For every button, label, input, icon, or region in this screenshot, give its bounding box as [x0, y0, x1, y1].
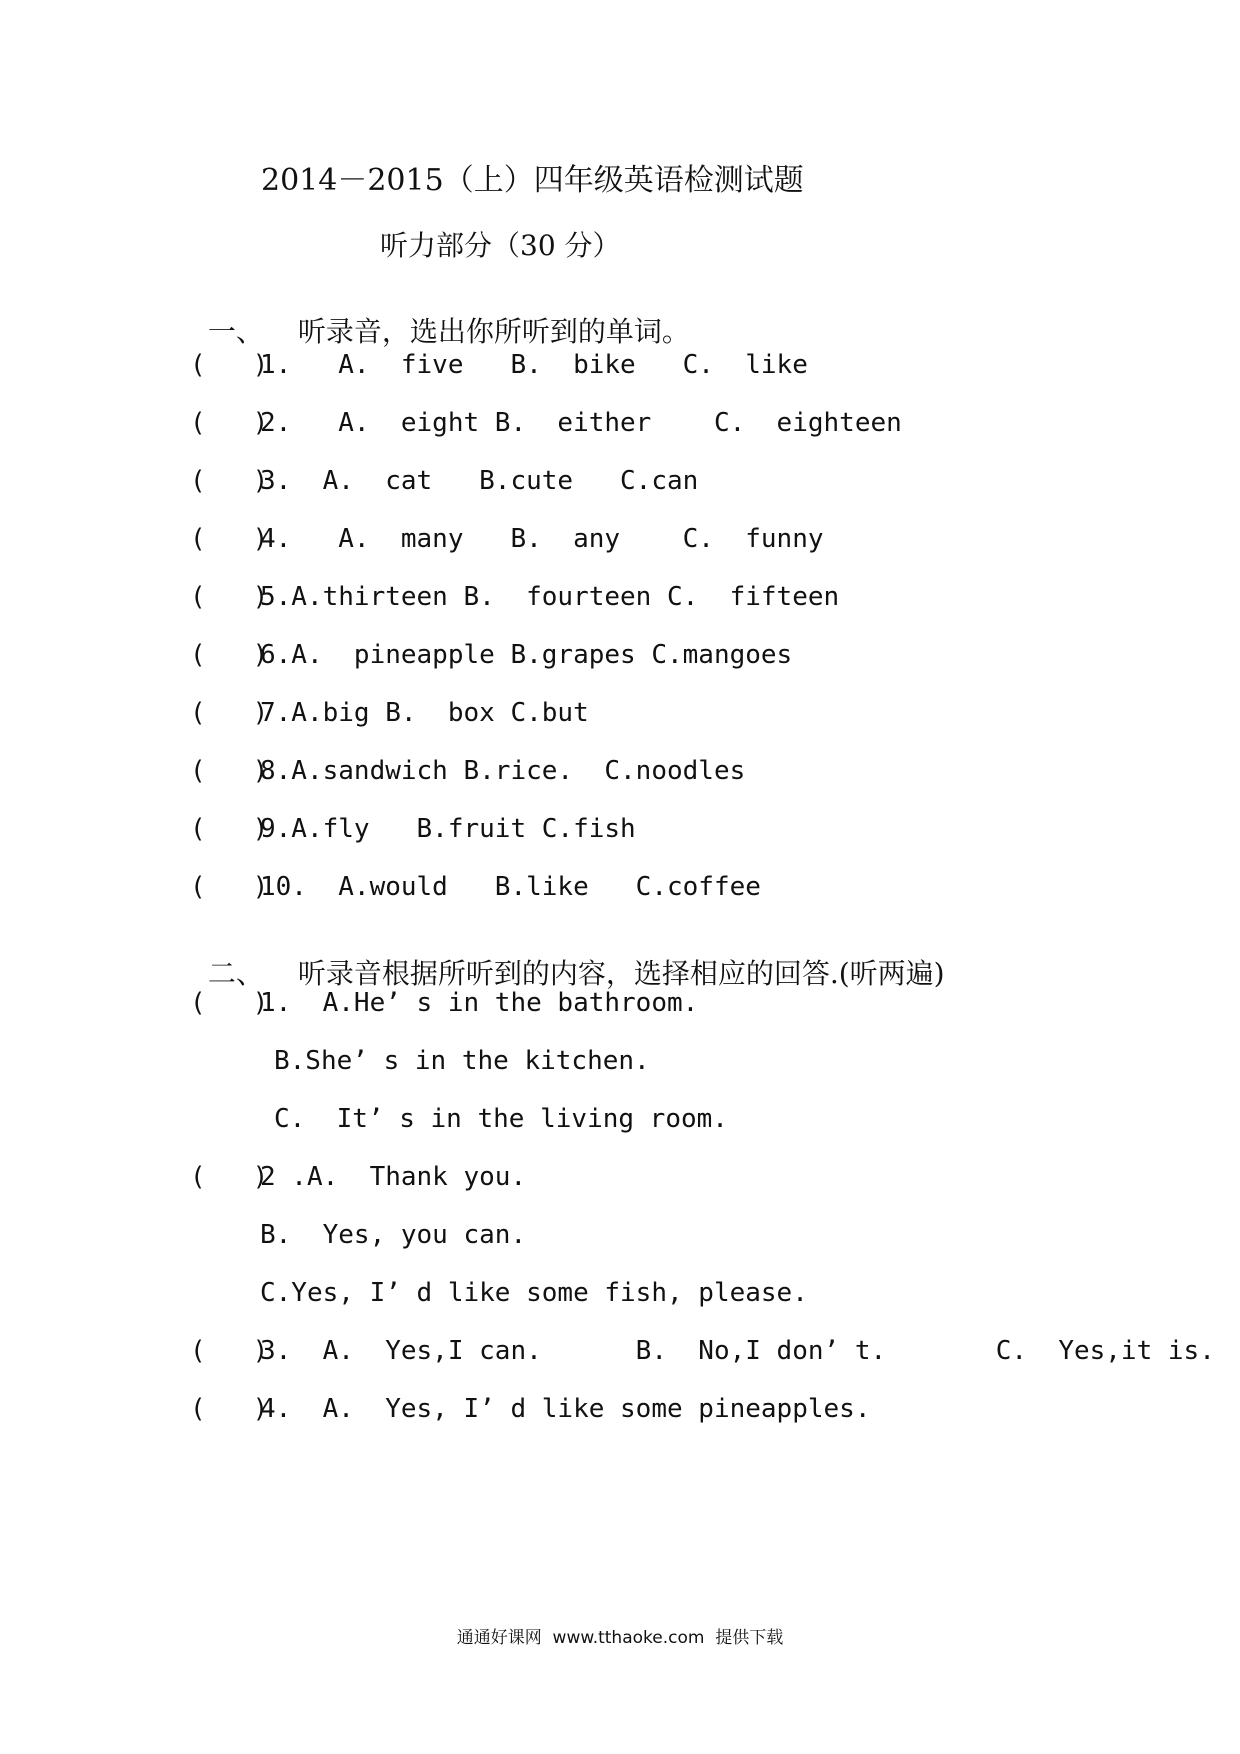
question-row	[190, 758, 745, 784]
question-row	[190, 700, 589, 726]
question-text: 1. A. five B. bike C. like	[260, 350, 808, 380]
answer-blank[interactable]: ( )	[190, 350, 269, 380]
answer-option: C. It’ s in the living room.	[274, 1104, 728, 1134]
question-text: 5.A.thirteen B. fourteen C. fifteen	[260, 582, 840, 612]
question-text: 2 .A. Thank you.	[260, 1162, 527, 1192]
question-row	[190, 990, 698, 1016]
question-row	[190, 816, 636, 842]
question-row	[190, 526, 824, 552]
section-two-number: 二、	[207, 957, 264, 990]
answer-blank[interactable]: ( )	[190, 872, 269, 902]
answer-blank[interactable]: ( )	[190, 524, 269, 554]
section-subtitle: 听力部分（30 分）	[380, 229, 621, 262]
question-row	[190, 874, 761, 900]
question-text: 1. A.He’ s in the bathroom.	[260, 988, 699, 1018]
section-one-heading	[190, 290, 690, 346]
question-text: 4. A. Yes, I’ d like some pineapples.	[260, 1394, 871, 1424]
section-one-instruction: 听录音，选出你所听到的单词。	[297, 315, 690, 348]
answer-blank[interactable]: ( )	[190, 988, 269, 1018]
footer-credit: 通通好课网 www.tthaoke.com 提供下载	[456, 1628, 784, 1648]
answer-blank[interactable]: ( )	[190, 582, 269, 612]
question-text: 2. A. eight B. either C. eighteen	[260, 408, 902, 438]
answer-option: B. Yes, you can.	[260, 1220, 527, 1250]
question-row	[190, 584, 839, 610]
question-text: 8.A.sandwich B.rice. C.noodles	[260, 756, 746, 786]
question-text: 6.A. pineapple B.grapes C.mangoes	[260, 640, 793, 670]
answer-blank[interactable]: ( )	[190, 408, 269, 438]
section-two-instruction: 听录音根据所听到的内容，选择相应的回答.(听两遍)	[297, 957, 945, 990]
question-row	[190, 1338, 1215, 1364]
answer-option: C.Yes, I’ d like some fish, please.	[260, 1278, 808, 1308]
answer-blank[interactable]: ( )	[190, 698, 269, 728]
question-row	[190, 1164, 526, 1190]
question-text: 3. A. Yes,I can. B. No,I don’ t. C. Yes,it is.	[260, 1336, 1215, 1366]
question-text: 3. A. cat B.cute C.can	[260, 466, 699, 496]
answer-blank[interactable]: ( )	[190, 1394, 269, 1424]
question-text: 4. A. many B. any C. funny	[260, 524, 824, 554]
answer-blank[interactable]: ( )	[190, 756, 269, 786]
question-row	[190, 468, 698, 494]
question-text: 10. A.would B.like C.coffee	[260, 872, 761, 902]
question-text: 7.A.big B. box C.but	[260, 698, 589, 728]
question-row	[190, 352, 808, 378]
question-text: 9.A.fly B.fruit C.fish	[260, 814, 636, 844]
section-two-heading	[190, 932, 945, 988]
answer-blank[interactable]: ( )	[190, 814, 269, 844]
question-row	[190, 410, 902, 436]
question-row	[190, 642, 792, 668]
answer-blank[interactable]: ( )	[190, 466, 269, 496]
section-one-number: 一、	[207, 315, 264, 348]
answer-blank[interactable]: ( )	[190, 640, 269, 670]
answer-blank[interactable]: ( )	[190, 1162, 269, 1192]
question-row	[190, 1396, 870, 1422]
answer-blank[interactable]: ( )	[190, 1336, 269, 1366]
answer-option: B.She’ s in the kitchen.	[274, 1046, 650, 1076]
page-title: 2014－2015（上）四年级英语检测试题	[261, 163, 804, 198]
